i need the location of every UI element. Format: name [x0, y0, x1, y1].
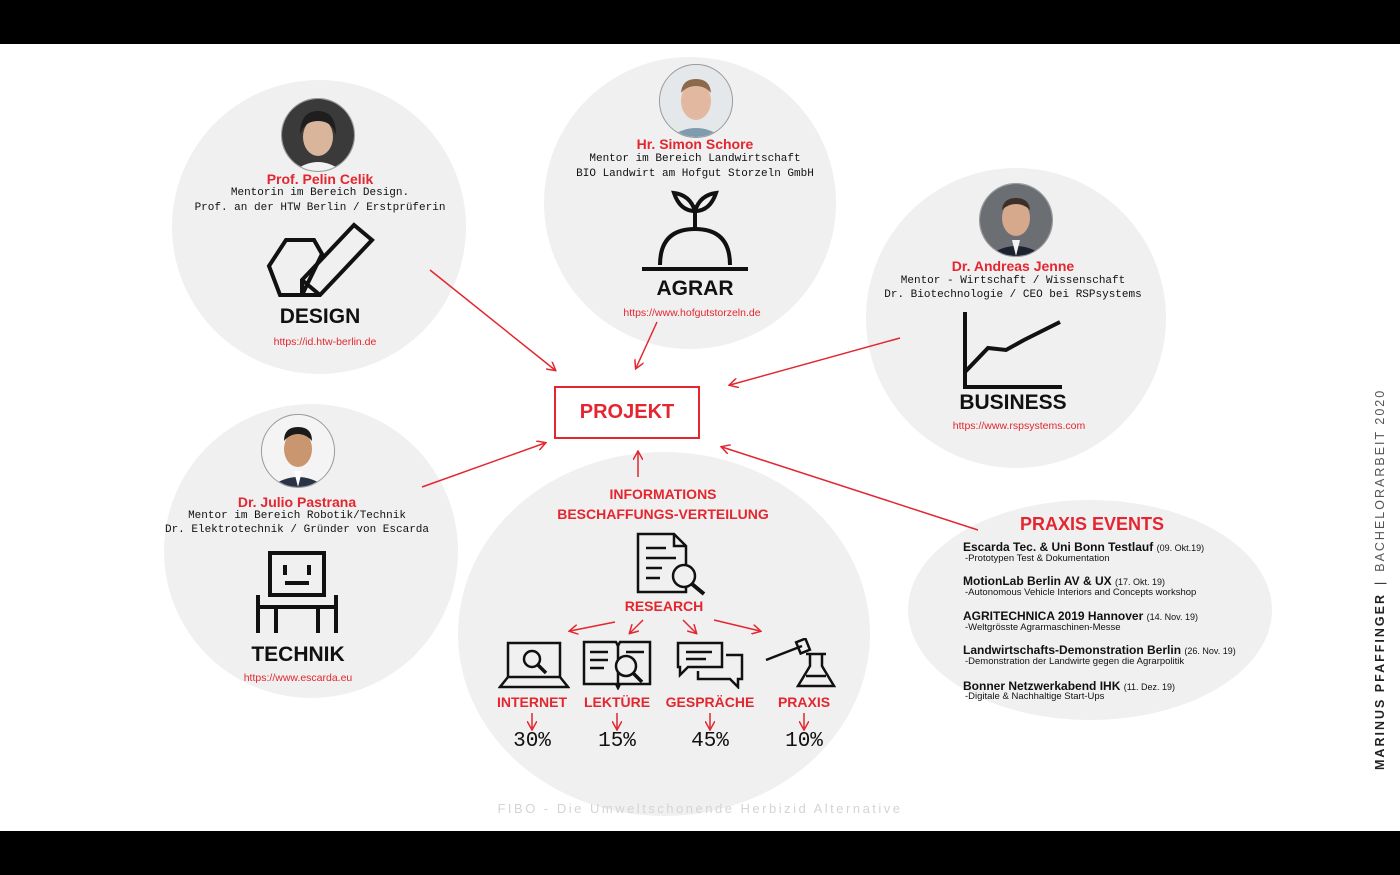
- lektuere-label: LEKTÜRE: [583, 694, 651, 710]
- event-description: -Autonomous Vehicle Interiors and Concepts workshop: [965, 587, 1197, 598]
- technik-title: TECHNIK: [251, 643, 345, 666]
- arrow-design-projekt: [430, 270, 555, 370]
- praxis-percentage: 10%: [785, 730, 823, 753]
- arrow-research-internet: [570, 622, 615, 631]
- business-chart-icon: [960, 310, 1066, 390]
- technik-mentor-role: Mentor im Bereich Robotik/Technik: [188, 510, 406, 522]
- event-title: Escarda Tec. & Uni Bonn Testlauf (09. Okt.19): [963, 540, 1205, 554]
- arrow-research-gespraeche: [683, 620, 696, 633]
- event-description: -Digitale & Nachhaltige Start-Ups: [965, 691, 1105, 702]
- thesis-label: BACHELORARBEIT 2020: [1373, 388, 1387, 572]
- document-search-icon: [636, 532, 710, 596]
- event-title: Landwirtschafts-Demonstration Berlin (26. Nov. 19): [963, 643, 1236, 657]
- technik-robot-icon: [252, 549, 342, 635]
- praxis-events-title: PRAXIS EVENTS: [1019, 514, 1165, 534]
- book-search-icon: [582, 638, 654, 690]
- design-pencil-icon: [266, 220, 378, 300]
- design-title: DESIGN: [279, 305, 361, 328]
- info-title-line2: BESCHAFFUNGS-VERTEILUNG: [557, 506, 769, 522]
- arrow-research-praxis: [714, 620, 760, 631]
- arrow-agrar-projekt: [636, 322, 657, 368]
- research-label: RESEARCH: [624, 598, 704, 614]
- business-mentor-affiliation: Dr. Biotechnologie / CEO bei RSPsystems: [884, 289, 1142, 301]
- event-title: MotionLab Berlin AV & UX (17. Okt. 19): [963, 574, 1166, 588]
- arrow-business-projekt: [730, 338, 900, 385]
- business-link[interactable]: https://www.rspsystems.com: [952, 420, 1086, 432]
- agrar-sprout-icon: [640, 185, 750, 275]
- lektuere-percentage: 15%: [598, 730, 636, 753]
- business-title: BUSINESS: [959, 391, 1067, 414]
- design-mentor-affiliation: Prof. an der HTW Berlin / Erstprüferin: [194, 202, 446, 214]
- avatar-andreas-jenne: [979, 183, 1053, 257]
- info-title-line1: INFORMATIONS: [609, 486, 717, 502]
- avatar-pelin-celik: [281, 98, 355, 172]
- praxis-label: PRAXIS: [777, 694, 831, 710]
- agrar-title: AGRAR: [656, 277, 734, 300]
- technik-link[interactable]: https://www.escarda.eu: [243, 672, 353, 684]
- gespraeche-percentage: 45%: [691, 730, 729, 753]
- event-title: AGRITECHNICA 2019 Hannover (14. Nov. 19): [963, 609, 1198, 623]
- event-description: -Prototypen Test & Dokumentation: [965, 553, 1110, 564]
- projekt-box: PROJEKT: [554, 386, 700, 439]
- event-description: -Demonstration der Landwirte gegen die Agrarpolitik: [965, 656, 1185, 667]
- technik-mentor-name: Dr. Julio Pastrana: [237, 494, 357, 510]
- bottom-letterbox-bar: [0, 831, 1400, 875]
- lab-flask-icon: [762, 638, 838, 690]
- internet-percentage: 30%: [513, 730, 551, 753]
- design-link[interactable]: https://id.htw-berlin.de: [273, 336, 377, 348]
- avatar-julio-pastrana: [261, 414, 335, 488]
- speech-bubbles-icon: [676, 641, 744, 689]
- agrar-mentor-role: Mentor im Bereich Landwirtschaft: [589, 153, 801, 165]
- agrar-mentor-name: Hr. Simon Schore: [636, 136, 754, 152]
- event-description: -Weltgrösste Agrarmaschinen-Messe: [965, 622, 1121, 633]
- laptop-search-icon: [498, 640, 570, 690]
- business-mentor-name: Dr. Andreas Jenne: [951, 258, 1075, 274]
- technik-mentor-affiliation: Dr. Elektrotechnik / Gründer von Escarda: [164, 524, 430, 536]
- internet-label: INTERNET: [497, 694, 567, 710]
- arrow-technik-projekt: [422, 443, 545, 487]
- avatar-simon-schore: [659, 64, 733, 138]
- business-mentor-role: Mentor - Wirtschaft / Wissenschaft: [900, 275, 1126, 287]
- design-mentor-role: Mentorin im Bereich Design.: [230, 187, 410, 199]
- agrar-mentor-affiliation: BIO Landwirt am Hofgut Storzeln GmbH: [576, 168, 814, 180]
- sidebar-credit: [1373, 389, 1387, 770]
- design-mentor-name: Prof. Pelin Celik: [266, 171, 374, 187]
- author-name: MARINUS PFAFFINGER: [1373, 593, 1387, 770]
- footer-caption: FIBO - Die Umweltschonende Herbizid Alternative: [497, 801, 903, 816]
- agrar-link[interactable]: https://www.hofgutstorzeln.de: [623, 307, 761, 319]
- sidebar-separator: |: [1373, 579, 1387, 586]
- arrow-research-lektuere: [630, 620, 643, 633]
- gespraeche-label: GESPRÄCHE: [665, 694, 755, 710]
- event-title: Bonner Netzwerkabend IHK (11. Dez. 19): [963, 679, 1176, 693]
